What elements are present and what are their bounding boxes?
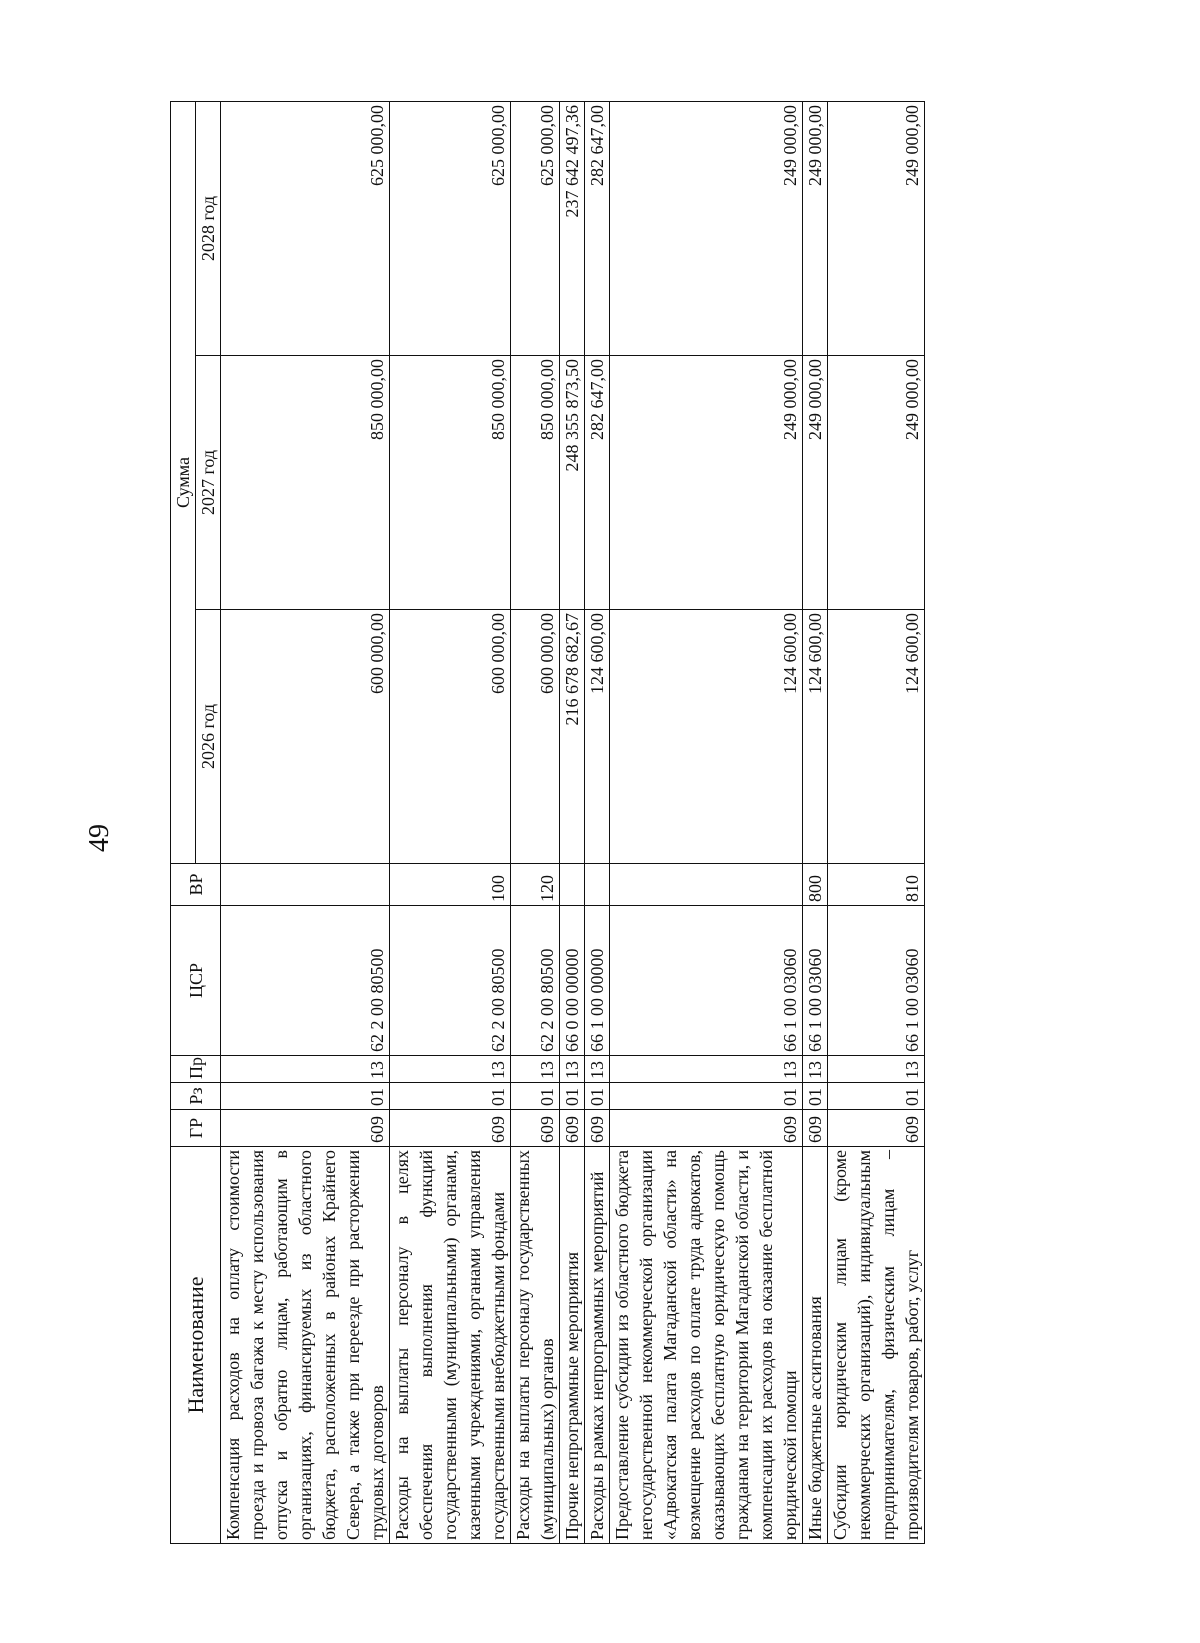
table-row [511,101,560,1543]
row-sum-2027: 282 647,00 [585,356,610,610]
table-row [828,101,925,1543]
row-csr: 62 2 00 80500 [221,906,390,1056]
row-sum-2026: 216 678 682,67 [560,610,585,864]
row-rz: 01 [610,1083,803,1110]
row-sum-2026: 600 000,00 [511,610,560,864]
row-sum-2026: 124 600,00 [828,610,925,864]
row-rz: 01 [390,1083,511,1110]
header-name: Наименование [171,1147,221,1544]
row-name: Компенсация расходов на оплату стоимости проезда и провоза багажа к месту использования отпуска и обратно лицам, работающим в организациях, финансируемых из областного бюджета, расположенных в районах Крайнего Севера, а также при переезде при расторжении трудовых договоров [221,1147,390,1544]
row-csr: 66 1 00 00000 [585,906,610,1056]
row-sum-2026: 124 600,00 [610,610,803,864]
row-pr: 13 [585,1056,610,1083]
row-sum-2027: 850 000,00 [390,356,511,610]
row-name: Расходы в рамках непрограммных мероприятий [585,1147,610,1544]
table-row [221,101,390,1543]
row-csr: 62 2 00 80500 [390,906,511,1056]
row-sum-2027: 850 000,00 [221,356,390,610]
row-sum-2026: 600 000,00 [390,610,511,864]
row-pr: 13 [511,1056,560,1083]
row-name: Прочие непрограммные мероприятия [560,1147,585,1544]
row-csr: 62 2 00 80500 [511,906,560,1056]
header-sum: Сумма [171,101,196,863]
row-pr: 13 [221,1056,390,1083]
header-2026: 2026 год [196,610,221,864]
header-rz: Рз [171,1083,221,1110]
row-vr [585,864,610,906]
row-pr: 13 [803,1056,828,1083]
row-vr [610,864,803,906]
row-name: Расходы на выплаты персоналу в целях обеспечения выполнения функций государственными (муниципальными) органами, казенными учреждениями, органами управления государственными внебюджетными фондами [390,1147,511,1544]
table-row [585,101,610,1543]
row-name: Расходы на выплаты персоналу государственных (муниципальных) органов [511,1147,560,1544]
header-pr: Пр [171,1056,221,1083]
row-sum-2027: 850 000,00 [511,356,560,610]
row-sum-2027: 249 000,00 [803,356,828,610]
row-vr: 100 [390,864,511,906]
table-header-row [171,101,196,1543]
row-pr: 13 [560,1056,585,1083]
row-sum-2028: 625 000,00 [390,101,511,355]
row-sum-2028: 237 642 497,36 [560,101,585,355]
row-name: Предоставление субсидии из областного бюджета негосударственной некоммерческой организации «Адвокатская палата Магаданской области» на возмещение расходов по оплате труда адвокатов, оказывающих бесплатную юридическую помощь гражданам на территории Магаданской области, и компенсации их расходов на оказание бесплатной юридической помощи [610,1147,803,1544]
row-sum-2027: 249 000,00 [610,356,803,610]
page-number: 49 [84,824,115,852]
row-sum-2027: 248 355 873,50 [560,356,585,610]
row-sum-2028: 249 000,00 [803,101,828,355]
row-csr: 66 1 00 03060 [828,906,925,1056]
row-gr: 609 [560,1110,585,1147]
table-row [610,101,803,1543]
row-sum-2026: 124 600,00 [803,610,828,864]
row-csr: 66 1 00 03060 [803,906,828,1056]
row-gr: 609 [390,1110,511,1147]
table-body [221,101,925,1543]
row-sum-2026: 600 000,00 [221,610,390,864]
row-rz: 01 [560,1083,585,1110]
row-rz: 01 [803,1083,828,1110]
header-2027: 2027 год [196,356,221,610]
budget-table [170,101,925,1544]
header-gr: ГР [171,1110,221,1147]
table-row [560,101,585,1543]
row-vr [221,864,390,906]
row-sum-2028: 249 000,00 [828,101,925,355]
header-csr: ЦСР [171,906,221,1056]
row-rz: 01 [828,1083,925,1110]
row-pr: 13 [610,1056,803,1083]
header-vr: ВР [171,864,221,906]
row-sum-2028: 249 000,00 [610,101,803,355]
row-rz: 01 [511,1083,560,1110]
header-2028: 2028 год [196,101,221,355]
row-vr [560,864,585,906]
row-sum-2026: 124 600,00 [585,610,610,864]
row-name: Субсидии юридическим лицам (кроме некоммерческих организаций), индивидуальным предпринимателям, физическим лицам – производителям товаров, работ, услуг [828,1147,925,1544]
row-gr: 609 [511,1110,560,1147]
row-vr: 120 [511,864,560,906]
row-vr: 800 [803,864,828,906]
rotated-table-wrapper [170,102,976,1544]
row-sum-2027: 249 000,00 [828,356,925,610]
row-gr: 609 [828,1110,925,1147]
row-sum-2028: 625 000,00 [221,101,390,355]
row-rz: 01 [221,1083,390,1110]
row-gr: 609 [585,1110,610,1147]
row-sum-2028: 282 647,00 [585,101,610,355]
row-gr: 609 [221,1110,390,1147]
row-gr: 609 [803,1110,828,1147]
table-row [390,101,511,1543]
row-csr: 66 0 00 00000 [560,906,585,1056]
row-vr: 810 [828,864,925,906]
row-pr: 13 [390,1056,511,1083]
row-pr: 13 [828,1056,925,1083]
row-gr: 609 [610,1110,803,1147]
table-row [803,101,828,1543]
row-sum-2028: 625 000,00 [511,101,560,355]
row-csr: 66 1 00 03060 [610,906,803,1056]
row-rz: 01 [585,1083,610,1110]
row-name: Иные бюджетные ассигнования [803,1147,828,1544]
